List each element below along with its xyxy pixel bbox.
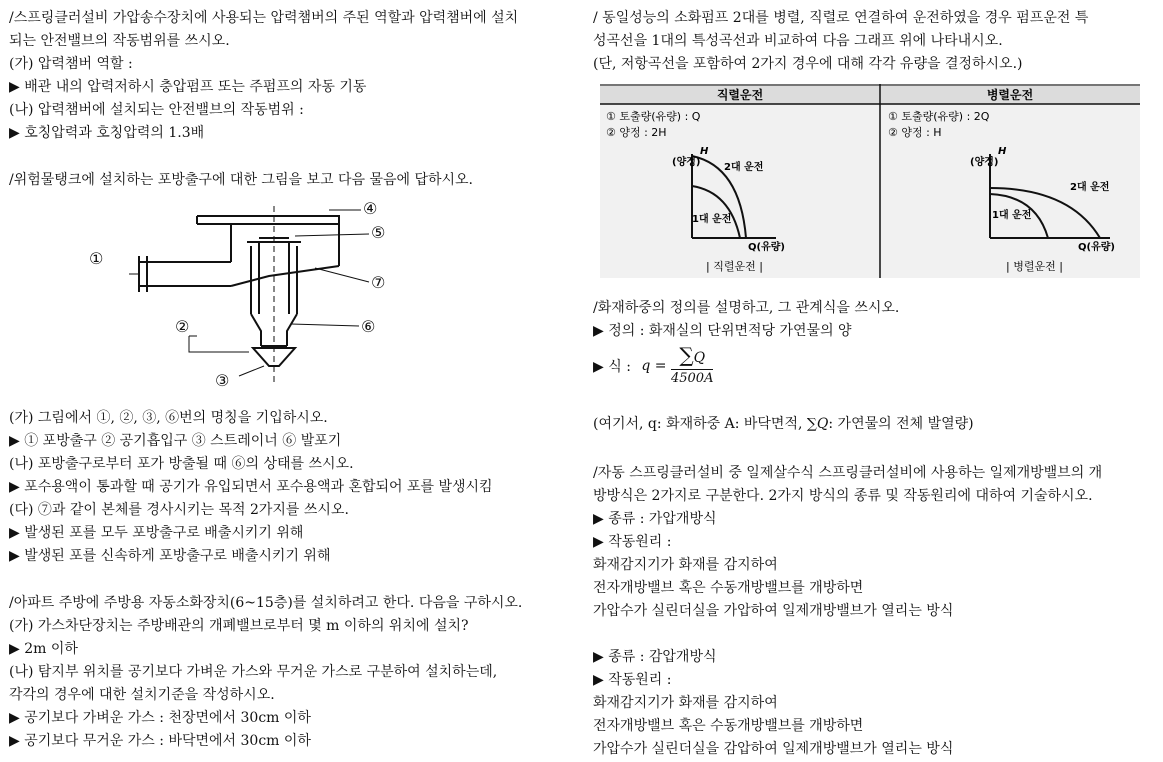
q3-sub-a: (가) 가스차단장치는 주방배관의 개폐밸브로부터 몇 m 이하의 위치에 설치? bbox=[9, 618, 469, 634]
label-1: ① bbox=[89, 249, 104, 268]
foam-chamber-svg bbox=[79, 196, 419, 391]
q1-sub-b: (나) 압력챔버에 설치되는 안전밸브의 작동범위 : bbox=[9, 102, 304, 118]
q2-sub-b: (나) 포방출구로부터 포가 방출될 때 ⑥의 상태를 쓰시오. bbox=[9, 456, 354, 472]
inclined-wall bbox=[231, 266, 339, 286]
q5-note-symbol: ∑Q bbox=[806, 416, 829, 432]
q1-sub-a: (가) 압력챔버 역할 : bbox=[9, 56, 133, 72]
q5-note-part-1: (여기서, q: 화재하중 A: 바닥면적, bbox=[593, 416, 803, 432]
q2-title: /위험물탱크에 설치하는 포방출구에 대한 그림을 보고 다음 물음에 답하시오. bbox=[9, 172, 474, 188]
q6-type-1: ▶ 종류 : 가압개방식 bbox=[593, 511, 717, 527]
q5-formula-prefix: ▶ 식 : bbox=[593, 359, 631, 375]
q5-formula bbox=[593, 344, 713, 388]
label-3: ③ bbox=[215, 371, 230, 390]
q6-principle-2-line-3: 가압수가 실린더실을 감압하여 일제개방밸브가 열리는 방식 bbox=[593, 741, 954, 757]
parallel-caption: | 병렬운전 | bbox=[1006, 260, 1063, 273]
q1-title-line-2: 되는 안전밸브의 작동범위를 쓰시오. bbox=[9, 33, 230, 49]
series-axis-h-sub: (양정) bbox=[672, 157, 701, 168]
foam-maker bbox=[251, 314, 261, 346]
q6-principle-2-line-2: 전자개방밸브 혹은 수동개방밸브를 개방하면 bbox=[593, 718, 864, 734]
label-4: ④ bbox=[363, 199, 378, 218]
q5-numerator: Q bbox=[693, 350, 706, 366]
q5-fraction bbox=[671, 344, 713, 388]
series-head: ② 양정 : 2H bbox=[606, 126, 667, 139]
label-2: ② bbox=[175, 317, 190, 336]
parallel-axis-h-sub: (양정) bbox=[970, 157, 999, 168]
series-header: 직렬운전 bbox=[716, 88, 764, 102]
q2-answer-c-1: ▶ 발생된 포를 모두 포방출구로 배출시키기 위해 bbox=[9, 525, 304, 541]
top-plate bbox=[197, 216, 339, 224]
parallel-label-one: 1대 운전 bbox=[992, 210, 1032, 221]
q1-title-line-1: /스프링클러설비 가압송수장치에 사용되는 압력챔버의 주된 역할과 압력챔버에 설치 bbox=[9, 10, 519, 26]
q3-answer-b-1: ▶ 공기보다 가벼운 가스 : 천장면에서 30cm 이하 bbox=[9, 710, 311, 726]
parallel-axis-q: Q(유량) bbox=[1078, 242, 1115, 253]
q3-answer-a: ▶ 2m 이하 bbox=[9, 641, 78, 657]
q5-formula-lhs: q = bbox=[641, 358, 667, 374]
parallel-label-two: 2대 운전 bbox=[1070, 182, 1110, 193]
q6-principle-1-line-2: 전자개방밸브 혹은 수동개방밸브를 개방하면 bbox=[593, 580, 864, 596]
parallel-header: 병렬운전 bbox=[986, 88, 1034, 102]
pump-operation-figure bbox=[600, 84, 1140, 278]
q6-principle-1-line-3: 가압수가 실린더실을 가압하여 일제개방밸브가 열리는 방식 bbox=[593, 603, 954, 619]
q5-note-part-2: : 가연물의 전체 발열량) bbox=[828, 416, 974, 432]
series-axis-h: H bbox=[700, 146, 709, 157]
q2-sub-c: (다) ⑦과 같이 본체를 경사시키는 목적 2가지를 쓰시오. bbox=[9, 502, 349, 518]
q3-sub-b-2: 각각의 경우에 대한 설치기준을 작성하시오. bbox=[9, 687, 275, 703]
q1-answer-b: ▶ 호칭압력과 호칭압력의 1.3배 bbox=[9, 125, 205, 141]
label-5: ⑤ bbox=[371, 223, 386, 242]
q6-principle-2: ▶ 작동원리 : bbox=[593, 672, 672, 688]
q1-answer-a: ▶ 배관 내의 압력저하시 충압펌프 또는 주펌프의 자동 기동 bbox=[9, 79, 367, 95]
q6-principle-1-line-1: 화재감지기가 화재를 감지하여 bbox=[593, 557, 778, 573]
q5-sigma: ∑ bbox=[679, 343, 694, 367]
q6-principle-1: ▶ 작동원리 : bbox=[593, 534, 672, 550]
series-label-one: 1대 운전 bbox=[692, 214, 732, 225]
q3-sub-b-1: (나) 탐지부 위치를 공기보다 가벼운 가스와 무거운 가스로 구분하여 설치하는데, bbox=[9, 664, 498, 680]
q2-answer-c-2: ▶ 발생된 포를 신속하게 포방출구로 배출시키기 위해 bbox=[9, 548, 331, 564]
q5-title: /화재하중의 정의를 설명하고, 그 관계식을 쓰시오. bbox=[593, 300, 900, 316]
label-7: ⑦ bbox=[371, 273, 386, 292]
q5-note bbox=[593, 414, 974, 434]
foam-chamber-diagram bbox=[79, 196, 419, 391]
q6-principle-2-line-1: 화재감지기가 화재를 감지하여 bbox=[593, 695, 778, 711]
parallel-flow: ① 토출량(유량) : 2Q bbox=[888, 110, 990, 123]
q6-title-line-2: 방방식은 2가지로 구분한다. 2가지 방식의 종류 및 작동원리에 대하여 기술하시오. bbox=[593, 488, 1093, 504]
q4-note: (단, 저항곡선을 포함하여 2가지 경우에 대해 각각 유량을 결정하시오.) bbox=[593, 56, 1023, 72]
q6-title-line-1: /자동 스프링클러설비 중 일제살수식 스프링클러설비에 사용하는 일제개방밸브의 개 bbox=[593, 465, 1103, 481]
q6-type-2: ▶ 종류 : 감압개방식 bbox=[593, 649, 717, 665]
q5-definition: ▶ 정의 : 화재실의 단위면적당 가연물의 양 bbox=[593, 323, 852, 339]
q2-answer-b: ▶ 포수용액이 통과할 때 공기가 유입되면서 포수용액과 혼합되어 포를 발생시킴 bbox=[9, 479, 493, 495]
pump-figure-svg bbox=[600, 84, 1140, 278]
q3-answer-b-2: ▶ 공기보다 무거운 가스 : 바닥면에서 30cm 이하 bbox=[9, 733, 311, 749]
q4-title-line-1: / 동일성능의 소화펌프 2대를 병렬, 직렬로 연결하여 운전하였을 경우 펌프운전 특 bbox=[593, 10, 1089, 26]
parallel-head: ② 양정 : H bbox=[888, 126, 942, 139]
q3-title: /아파트 주방에 주방용 자동소화장치(6~15층)를 설치하려고 한다. 다음을 구하시오. bbox=[9, 595, 523, 611]
q2-sub-a: (가) 그림에서 ①, ②, ③, ⑥번의 명칭을 기입하시오. bbox=[9, 410, 328, 426]
q4-title-line-2: 성곡선을 1대의 특성곡선과 비교하여 다음 그래프 위에 나타내시오. bbox=[593, 33, 1003, 49]
series-axis-q: Q(유량) bbox=[748, 242, 785, 253]
parallel-axis-h: H bbox=[998, 146, 1007, 157]
series-flow: ① 토출량(유량) : Q bbox=[606, 110, 701, 123]
label-6: ⑥ bbox=[361, 317, 376, 336]
q2-answer-a: ▶ ① 포방출구 ② 공기흡입구 ③ 스트레이너 ⑥ 발포기 bbox=[9, 433, 342, 449]
series-label-two: 2대 운전 bbox=[724, 162, 764, 173]
series-caption: | 직렬운전 | bbox=[706, 260, 763, 273]
q5-denominator: 4500A bbox=[670, 371, 714, 386]
